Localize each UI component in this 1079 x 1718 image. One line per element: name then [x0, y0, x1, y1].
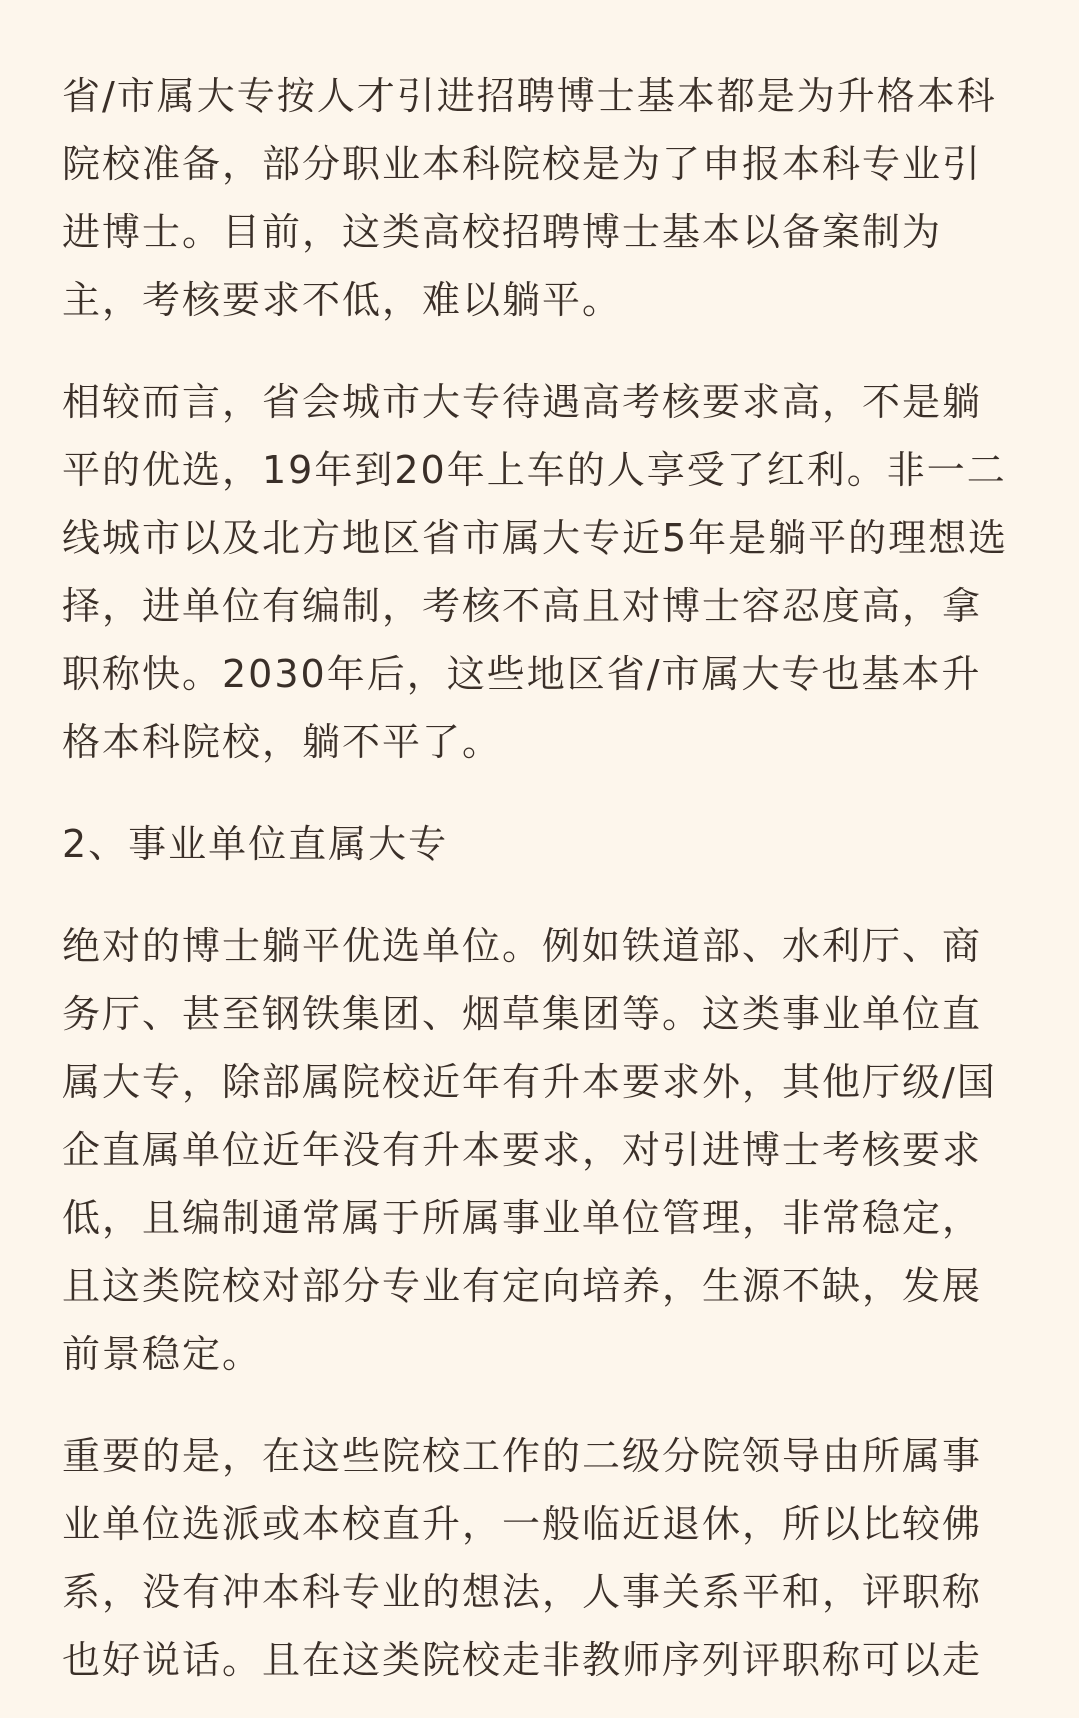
text-line: 院校准备，部分职业本科院校是为了申报本科专业引 — [62, 142, 983, 186]
text-line: 线城市以及北方地区省市属大专近5年是躺平的理想选 — [62, 516, 1009, 560]
text-line: 主，考核要求不低，难以躺平。 — [62, 278, 623, 322]
text-line: 也好说话。且在这类院校走非教师序列评职称可以走 — [62, 1638, 983, 1682]
paragraph-gap — [62, 334, 1017, 368]
text-line: 省/市属大专按人才引进招聘博士基本都是为升格本科 — [62, 74, 997, 118]
paragraph-3 — [62, 912, 1017, 1388]
paragraph-gap — [62, 776, 1017, 810]
paragraph-4 — [62, 1422, 1017, 1694]
text-line: 系，没有冲本科专业的想法，人事关系平和，评职称 — [62, 1570, 983, 1614]
paragraph-1 — [62, 62, 1017, 334]
text-line: 企直属单位近年没有升本要求，对引进博士考核要求 — [62, 1128, 983, 1172]
text-line: 前景稳定。 — [62, 1332, 263, 1376]
text-line: 且这类院校对部分专业有定向培养，生源不缺，发展 — [62, 1264, 983, 1308]
text-line: 择，进单位有编制，考核不高且对博士容忍度高，拿 — [62, 584, 983, 628]
text-line: 职称快。2030年后，这些地区省/市属大专也基本升 — [62, 652, 982, 696]
heading-line: 2、事业单位直属大专 — [62, 822, 449, 866]
text-line: 相较而言，省会城市大专待遇高考核要求高，不是躺 — [62, 380, 983, 424]
paragraph-2 — [62, 368, 1017, 776]
text-line: 业单位选派或本校直升，一般临近退休，所以比较佛 — [62, 1502, 983, 1546]
text-line: 重要的是，在这些院校工作的二级分院领导由所属事 — [62, 1434, 983, 1478]
paragraph-gap — [62, 1388, 1017, 1422]
paragraph-gap — [62, 878, 1017, 912]
text-line: 属大专，除部属院校近年有升本要求外，其他厅级/国 — [62, 1060, 997, 1104]
text-line: 低，且编制通常属于所属事业单位管理，非常稳定， — [62, 1196, 983, 1240]
text-line: 进博士。目前，这类高校招聘博士基本以备案制为 — [62, 210, 943, 254]
text-line: 格本科院校，躺不平了。 — [62, 720, 503, 764]
text-line: 平的优选，19年到20年上车的人享受了红利。非一二 — [62, 448, 1007, 492]
text-line: 绝对的博士躺平优选单位。例如铁道部、水利厅、商 — [62, 924, 983, 968]
text-line: 务厅、甚至钢铁集团、烟草集团等。这类事业单位直 — [62, 992, 983, 1036]
section-heading — [62, 810, 1017, 878]
